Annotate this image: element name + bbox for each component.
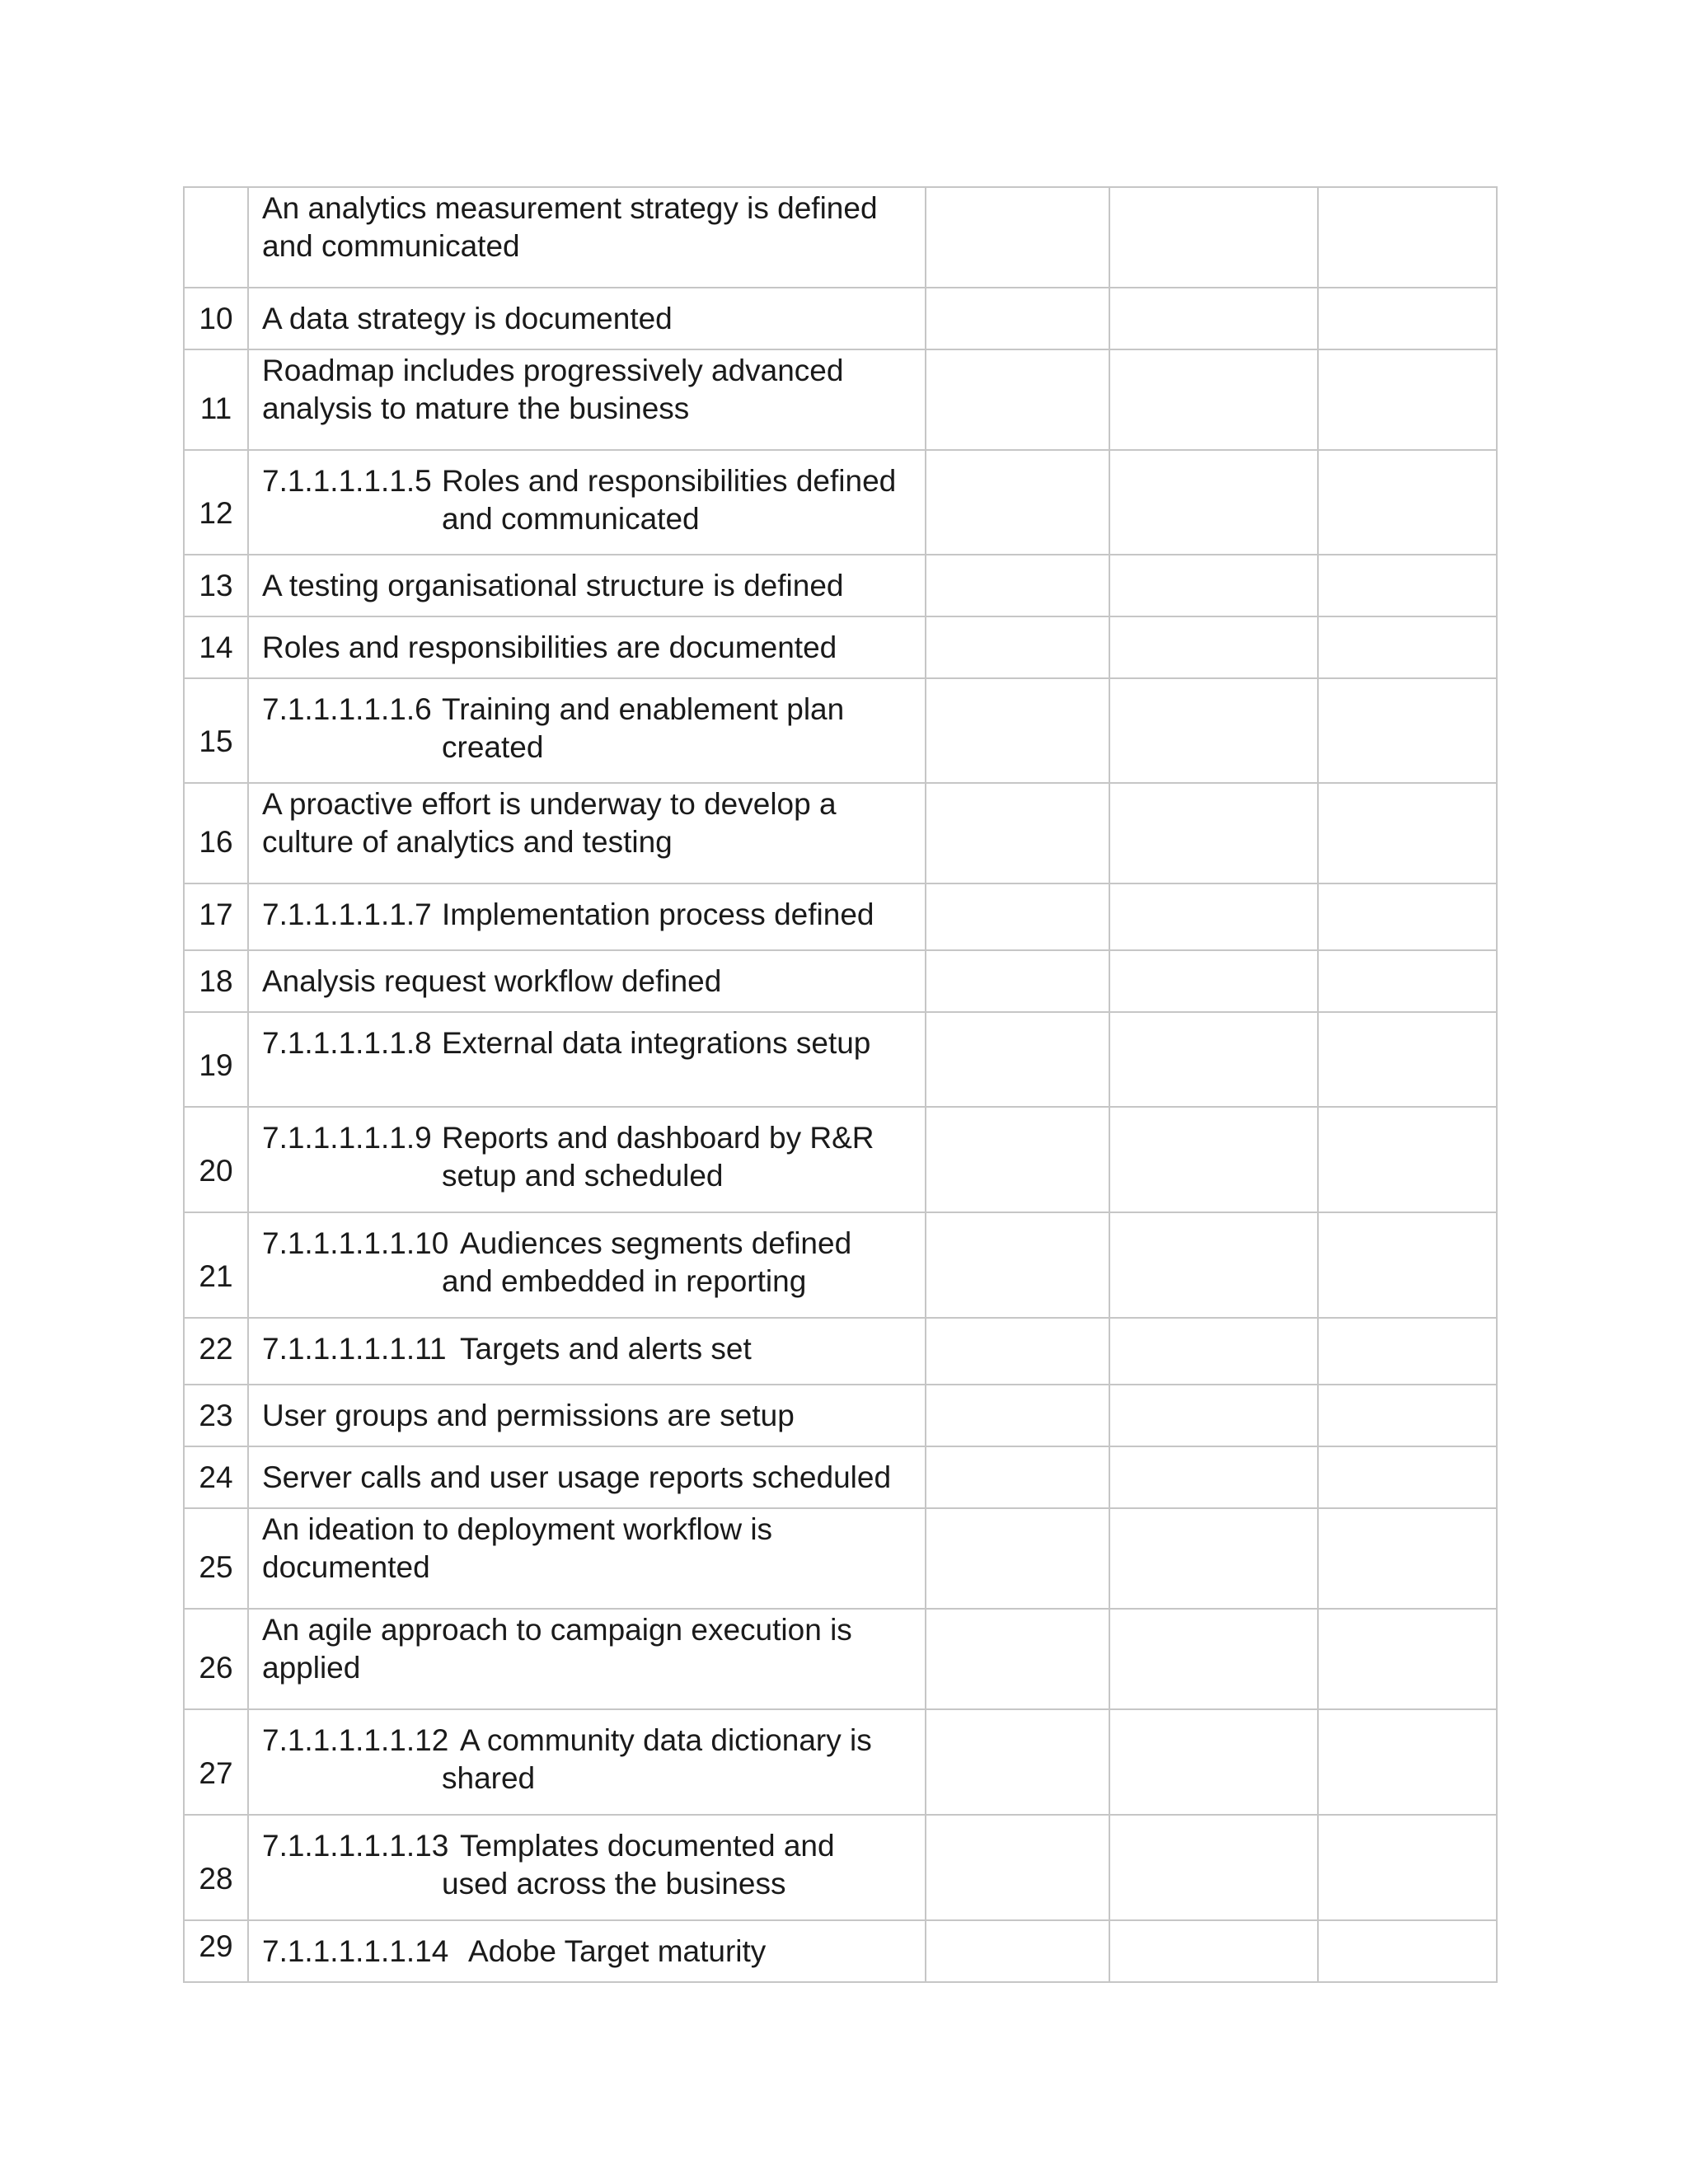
table-row — [184, 555, 1497, 616]
row-number-label: 21 — [199, 1259, 233, 1293]
section-number: 7.1.1.1.1.1.14 — [262, 1934, 449, 1968]
item-description — [248, 1815, 926, 1920]
table-row — [184, 678, 1497, 783]
item-description — [248, 1212, 926, 1318]
row-number — [184, 1446, 248, 1508]
assessment-cell-1 — [926, 1012, 1109, 1107]
assessment-cell-1 — [926, 783, 1109, 883]
item-text-line: and embedded in reporting — [442, 1264, 807, 1298]
row-number — [184, 950, 248, 1012]
section-number: 7.1.1.1.1.1.7 — [262, 898, 432, 931]
assessment-cell-3 — [1318, 1385, 1497, 1446]
assessment-cell-2 — [1109, 1709, 1318, 1815]
item-text-line: An ideation to deployment workflow is — [262, 1512, 773, 1546]
row-number — [184, 288, 248, 349]
item-text-line: Roles and responsibilities are documented — [262, 630, 837, 664]
row-number — [184, 1920, 248, 1982]
assessment-cell-2 — [1109, 1385, 1318, 1446]
row-number — [184, 783, 248, 883]
assessment-cell-1 — [926, 1709, 1109, 1815]
assessment-cell-1 — [926, 616, 1109, 678]
row-number-label: 12 — [199, 496, 233, 530]
assessment-cell-3 — [1318, 1012, 1497, 1107]
assessment-cell-1 — [926, 1318, 1109, 1385]
row-number-label: 20 — [199, 1154, 233, 1188]
assessment-cell-1 — [926, 1212, 1109, 1318]
assessment-cell-2 — [1109, 883, 1318, 950]
assessment-cell-1 — [926, 883, 1109, 950]
assessment-cell-3 — [1318, 783, 1497, 883]
assessment-cell-2 — [1109, 1446, 1318, 1508]
item-description — [248, 1107, 926, 1212]
row-number — [184, 450, 248, 555]
row-number — [184, 1212, 248, 1318]
assessment-cell-2 — [1109, 1107, 1318, 1212]
row-number-label: 28 — [199, 1862, 233, 1896]
row-number — [184, 349, 248, 450]
assessment-cell-1 — [926, 1107, 1109, 1212]
row-number-label: 25 — [199, 1550, 233, 1584]
assessment-cell-3 — [1318, 1609, 1497, 1709]
assessment-cell-2 — [1109, 555, 1318, 616]
item-text-line: Targets and alerts set — [460, 1332, 752, 1366]
table-row — [184, 1446, 1497, 1508]
row-number-label: 23 — [199, 1399, 233, 1432]
row-number-label: 15 — [199, 724, 233, 758]
item-description — [248, 288, 926, 349]
item-text-line: culture of analytics and testing — [262, 825, 673, 859]
item-description — [248, 883, 926, 950]
row-number-label: 18 — [199, 964, 233, 998]
assessment-cell-3 — [1318, 883, 1497, 950]
assessment-cell-1 — [926, 1446, 1109, 1508]
item-text-line: Server calls and user usage reports scheduled — [262, 1460, 892, 1494]
checklist-table — [183, 186, 1498, 1983]
row-number-label: 26 — [199, 1651, 233, 1685]
table-row — [184, 1318, 1497, 1385]
table-row — [184, 288, 1497, 349]
assessment-cell-1 — [926, 349, 1109, 450]
row-number-label: 19 — [199, 1048, 233, 1082]
item-text-line: Reports and dashboard by R&R — [442, 1121, 874, 1155]
assessment-cell-2 — [1109, 288, 1318, 349]
row-number-label: 16 — [199, 825, 233, 859]
item-text-line: Audiences segments defined — [460, 1226, 852, 1260]
row-number-label: 22 — [199, 1332, 233, 1366]
row-number-label: 14 — [199, 630, 233, 664]
table-row — [184, 187, 1497, 288]
assessment-cell-1 — [926, 555, 1109, 616]
assessment-cell-1 — [926, 1609, 1109, 1709]
row-number — [184, 1508, 248, 1609]
assessment-cell-2 — [1109, 1508, 1318, 1609]
row-number-label: 11 — [199, 391, 232, 425]
item-description — [248, 349, 926, 450]
row-number-label: 24 — [199, 1460, 233, 1494]
item-text-line: Analysis request workflow defined — [262, 964, 722, 998]
item-text-line: Roadmap includes progressively advanced — [262, 354, 844, 387]
item-text-line: Implementation process defined — [442, 898, 874, 931]
item-description — [248, 616, 926, 678]
assessment-cell-2 — [1109, 1318, 1318, 1385]
item-text-line: Roles and responsibilities defined — [442, 464, 897, 498]
item-description — [248, 1508, 926, 1609]
item-text-line: created — [442, 730, 544, 764]
item-text-line: setup and scheduled — [442, 1159, 724, 1193]
assessment-cell-3 — [1318, 1920, 1497, 1982]
item-text-line: An agile approach to campaign execution is — [262, 1613, 852, 1647]
assessment-cell-1 — [926, 678, 1109, 783]
row-number-label: 29 — [199, 1929, 233, 1963]
row-number-label: 10 — [199, 302, 233, 335]
assessment-cell-2 — [1109, 349, 1318, 450]
item-text-line: Adobe Target maturity — [468, 1934, 767, 1968]
item-text-line: and communicated — [262, 229, 520, 263]
item-description — [248, 187, 926, 288]
table-row — [184, 1385, 1497, 1446]
assessment-cell-2 — [1109, 450, 1318, 555]
row-number — [184, 1318, 248, 1385]
assessment-cell-3 — [1318, 1709, 1497, 1815]
assessment-cell-2 — [1109, 187, 1318, 288]
assessment-cell-3 — [1318, 616, 1497, 678]
section-number: 7.1.1.1.1.1.6 — [262, 692, 432, 726]
section-number: 7.1.1.1.1.1.11 — [262, 1332, 447, 1366]
item-description — [248, 678, 926, 783]
assessment-cell-1 — [926, 288, 1109, 349]
assessment-cell-1 — [926, 450, 1109, 555]
assessment-cell-2 — [1109, 616, 1318, 678]
row-number — [184, 678, 248, 783]
row-number-label: 27 — [199, 1756, 233, 1790]
assessment-cell-3 — [1318, 1318, 1497, 1385]
item-text-line: A data strategy is documented — [262, 302, 673, 335]
row-number-label: 17 — [199, 898, 233, 931]
assessment-cell-2 — [1109, 1920, 1318, 1982]
item-description — [248, 1609, 926, 1709]
assessment-cell-3 — [1318, 187, 1497, 288]
assessment-cell-2 — [1109, 678, 1318, 783]
table-row — [184, 1212, 1497, 1318]
assessment-cell-2 — [1109, 1609, 1318, 1709]
section-number: 7.1.1.1.1.1.5 — [262, 464, 432, 498]
item-text-line: Templates documented and — [460, 1829, 835, 1863]
assessment-cell-1 — [926, 1920, 1109, 1982]
item-text-line: External data integrations setup — [442, 1026, 871, 1060]
section-number: 7.1.1.1.1.1.12 — [262, 1723, 449, 1757]
row-number — [184, 1709, 248, 1815]
assessment-cell-3 — [1318, 450, 1497, 555]
assessment-cell-2 — [1109, 950, 1318, 1012]
table-row — [184, 883, 1497, 950]
assessment-cell-3 — [1318, 678, 1497, 783]
assessment-cell-3 — [1318, 1508, 1497, 1609]
assessment-cell-3 — [1318, 555, 1497, 616]
assessment-cell-2 — [1109, 783, 1318, 883]
assessment-cell-3 — [1318, 349, 1497, 450]
table-row — [184, 450, 1497, 555]
table-row — [184, 1107, 1497, 1212]
item-description — [248, 1446, 926, 1508]
row-number — [184, 1012, 248, 1107]
assessment-cell-1 — [926, 187, 1109, 288]
item-description — [248, 555, 926, 616]
assessment-cell-2 — [1109, 1012, 1318, 1107]
item-text-line: A testing organisational structure is defined — [262, 569, 844, 602]
item-description — [248, 450, 926, 555]
item-description — [248, 950, 926, 1012]
table-row — [184, 1815, 1497, 1920]
row-number — [184, 555, 248, 616]
assessment-cell-3 — [1318, 1815, 1497, 1920]
table-row — [184, 1709, 1497, 1815]
row-number — [184, 187, 248, 288]
item-text-line: Training and enablement plan — [442, 692, 845, 726]
row-number — [184, 616, 248, 678]
assessment-cell-3 — [1318, 1107, 1497, 1212]
row-number-label: 13 — [199, 569, 233, 602]
table-row — [184, 950, 1497, 1012]
assessment-cell-2 — [1109, 1815, 1318, 1920]
table-row — [184, 349, 1497, 450]
item-description — [248, 1318, 926, 1385]
section-number: 7.1.1.1.1.1.9 — [262, 1121, 432, 1155]
item-text-line: analysis to mature the business — [262, 391, 690, 425]
assessment-cell-3 — [1318, 1446, 1497, 1508]
item-text-line: and communicated — [442, 502, 700, 536]
section-number: 7.1.1.1.1.1.13 — [262, 1829, 449, 1863]
table-row — [184, 1508, 1497, 1609]
item-description — [248, 1709, 926, 1815]
section-number: 7.1.1.1.1.1.8 — [262, 1026, 432, 1060]
table-row — [184, 1609, 1497, 1709]
assessment-cell-3 — [1318, 288, 1497, 349]
table-row — [184, 616, 1497, 678]
item-description — [248, 1920, 926, 1982]
assessment-cell-3 — [1318, 1212, 1497, 1318]
checklist-body — [184, 187, 1497, 1982]
assessment-cell-2 — [1109, 1212, 1318, 1318]
item-text-line: used across the business — [442, 1867, 786, 1900]
item-text-line: User groups and permissions are setup — [262, 1399, 795, 1432]
assessment-cell-3 — [1318, 950, 1497, 1012]
item-description — [248, 1012, 926, 1107]
row-number — [184, 1609, 248, 1709]
item-text-line: applied — [262, 1651, 361, 1685]
assessment-cell-1 — [926, 1815, 1109, 1920]
table-row — [184, 1920, 1497, 1982]
table-row — [184, 1012, 1497, 1107]
item-text-line: A proactive effort is underway to develop a — [262, 787, 837, 821]
row-number — [184, 1815, 248, 1920]
assessment-cell-1 — [926, 950, 1109, 1012]
item-text-line: An analytics measurement strategy is defined — [262, 191, 878, 225]
assessment-cell-1 — [926, 1385, 1109, 1446]
assessment-cell-1 — [926, 1508, 1109, 1609]
section-number: 7.1.1.1.1.1.10 — [262, 1226, 449, 1260]
row-number — [184, 1385, 248, 1446]
row-number — [184, 1107, 248, 1212]
item-text-line: documented — [262, 1550, 430, 1584]
table-row — [184, 783, 1497, 883]
row-number — [184, 883, 248, 950]
item-description — [248, 783, 926, 883]
item-text-line: shared — [442, 1761, 536, 1795]
item-description — [248, 1385, 926, 1446]
item-text-line: A community data dictionary is — [460, 1723, 872, 1757]
